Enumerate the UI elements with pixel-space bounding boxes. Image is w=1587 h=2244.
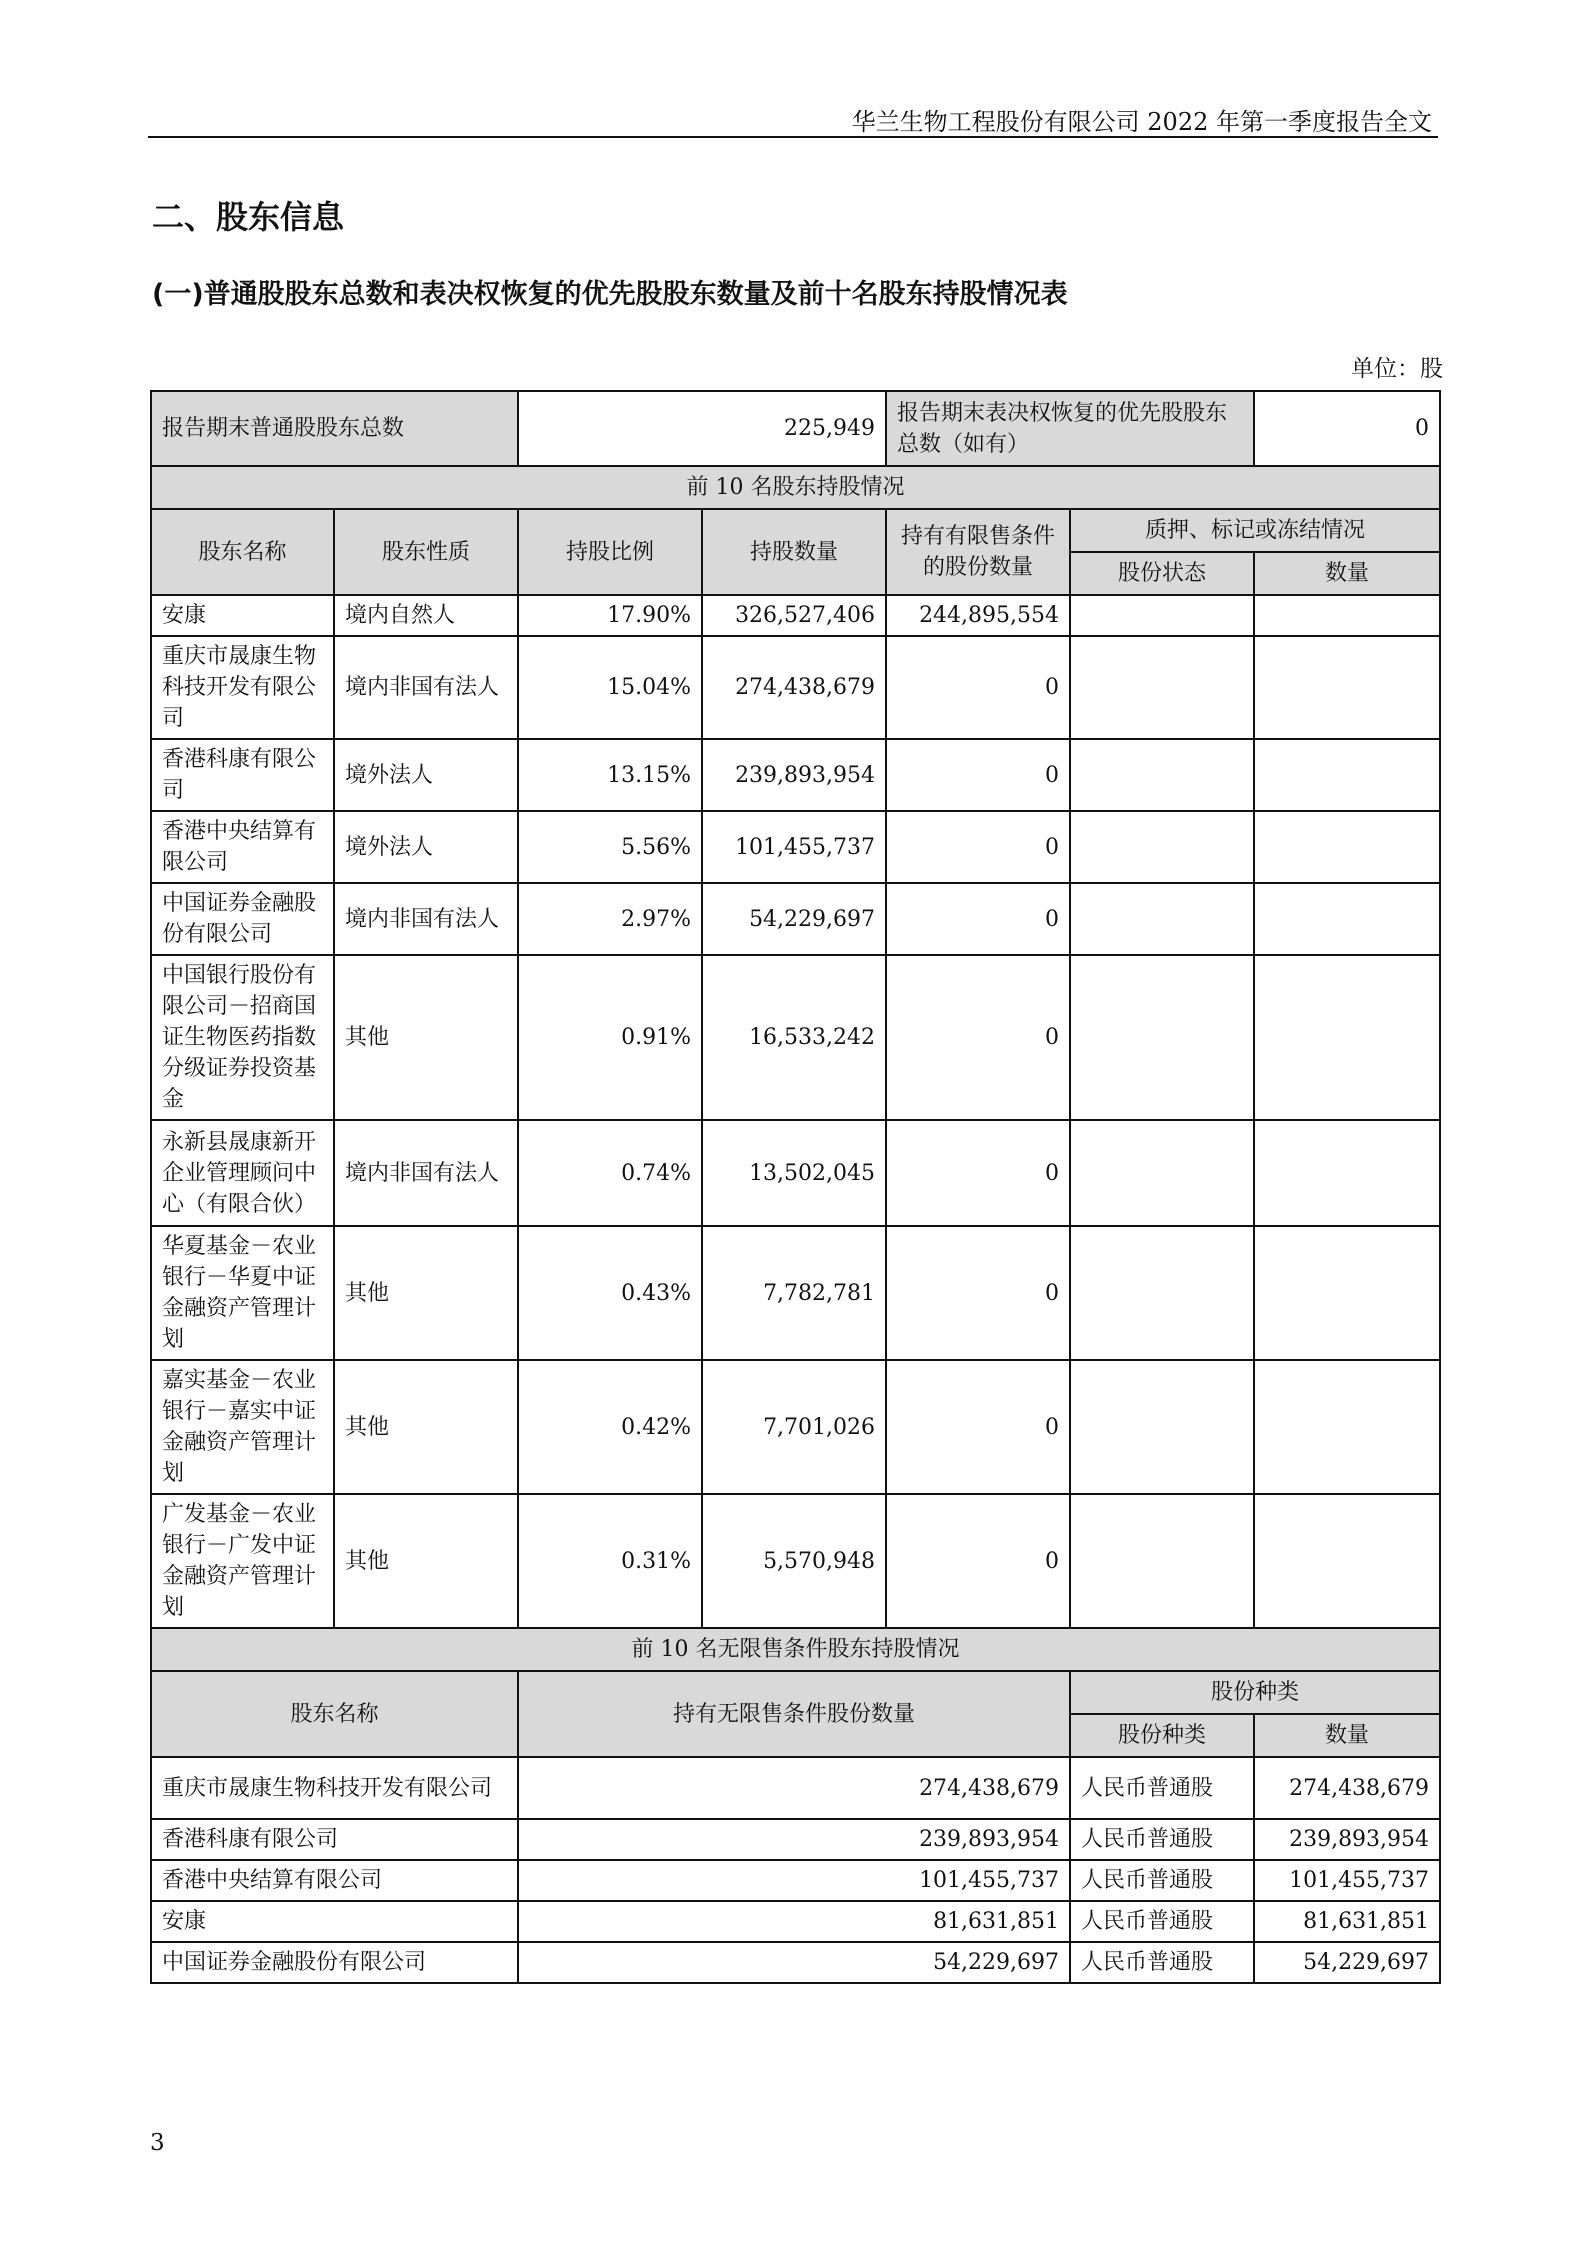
holder-restricted: 0 <box>886 1120 1070 1226</box>
holder-shares: 7,782,781 <box>702 1226 886 1360</box>
holder-name: 嘉实基金－农业银行－嘉实中证金融资产管理计划 <box>151 1360 334 1494</box>
unrestricted-header-kind-type: 股份种类 <box>1070 1714 1254 1757</box>
unrestricted-share-kind: 人民币普通股 <box>1070 1819 1254 1860</box>
holder-name: 香港科康有限公司 <box>151 739 334 811</box>
unrestricted-header-shares: 持有无限售条件股份数量 <box>518 1671 1070 1757</box>
unrestricted-share-count: 239,893,954 <box>1254 1819 1440 1860</box>
holder-nature: 境内非国有法人 <box>334 883 518 955</box>
table-row <box>151 1757 1440 1819</box>
unrestricted-share-kind: 人民币普通股 <box>1070 1757 1254 1819</box>
unrestricted-holder-shares: 54,229,697 <box>518 1942 1070 1983</box>
holder-pledge-count <box>1254 1494 1440 1628</box>
col-header-shares: 持股数量 <box>702 509 886 595</box>
unrestricted-header-kind: 股份种类 <box>1070 1671 1440 1714</box>
holder-restricted: 244,895,554 <box>886 595 1070 636</box>
holder-pledge-count <box>1254 811 1440 883</box>
holder-shares: 101,455,737 <box>702 811 886 883</box>
holder-shares: 7,701,026 <box>702 1360 886 1494</box>
total-holders-label: 报告期末普通股股东总数 <box>151 391 518 466</box>
holder-pledge-status <box>1070 955 1254 1120</box>
subsection-title: (一)普通股股东总数和表决权恢复的优先股股东数量及前十名股东持股情况表 <box>152 279 1068 310</box>
holder-name: 中国银行股份有限公司－招商国证生物医药指数分级证券投资基金 <box>151 955 334 1120</box>
holder-ratio: 2.97% <box>518 883 702 955</box>
unrestricted-holder-shares: 274,438,679 <box>518 1757 1070 1819</box>
holder-shares: 13,502,045 <box>702 1120 886 1226</box>
holder-ratio: 5.56% <box>518 811 702 883</box>
holder-restricted: 0 <box>886 739 1070 811</box>
unrestricted-share-count: 81,631,851 <box>1254 1901 1440 1942</box>
holder-restricted: 0 <box>886 1360 1070 1494</box>
unrestricted-share-kind: 人民币普通股 <box>1070 1942 1254 1983</box>
holder-name: 华夏基金－农业银行－华夏中证金融资产管理计划 <box>151 1226 334 1360</box>
holder-pledge-count <box>1254 595 1440 636</box>
table-row <box>151 1901 1440 1942</box>
holder-restricted: 0 <box>886 636 1070 739</box>
col-header-count: 数量 <box>1254 552 1440 595</box>
col-header-pledge: 质押、标记或冻结情况 <box>1070 509 1440 552</box>
table-row <box>151 739 1440 811</box>
holder-pledge-status <box>1070 1120 1254 1226</box>
unrestricted-share-count: 54,229,697 <box>1254 1942 1440 1983</box>
holder-pledge-status <box>1070 883 1254 955</box>
table-row <box>151 1819 1440 1860</box>
unrestricted-share-count: 274,438,679 <box>1254 1757 1440 1819</box>
holder-restricted: 0 <box>886 883 1070 955</box>
holder-pledge-status <box>1070 811 1254 883</box>
holder-ratio: 0.43% <box>518 1226 702 1360</box>
holder-pledge-count <box>1254 883 1440 955</box>
holder-ratio: 17.90% <box>518 595 702 636</box>
holder-pledge-status <box>1070 1360 1254 1494</box>
holder-pledge-count <box>1254 739 1440 811</box>
holder-pledge-count <box>1254 636 1440 739</box>
unrestricted-share-kind: 人民币普通股 <box>1070 1901 1254 1942</box>
col-header-nature: 股东性质 <box>334 509 518 595</box>
holder-shares: 5,570,948 <box>702 1494 886 1628</box>
unrestricted-holder-shares: 81,631,851 <box>518 1901 1070 1942</box>
table-row <box>151 1360 1440 1494</box>
page-number: 3 <box>150 2130 165 2156</box>
preferred-holders-label: 报告期末表决权恢复的优先股股东总数（如有） <box>886 391 1254 466</box>
holder-name: 安康 <box>151 595 334 636</box>
table-row <box>151 1494 1440 1628</box>
holder-nature: 其他 <box>334 1226 518 1360</box>
unrestricted-holder-name: 香港中央结算有限公司 <box>151 1860 518 1901</box>
holder-ratio: 13.15% <box>518 739 702 811</box>
preferred-holders-value: 0 <box>1254 391 1440 466</box>
holder-nature: 境外法人 <box>334 811 518 883</box>
holder-pledge-count <box>1254 1120 1440 1226</box>
holder-nature: 境内自然人 <box>334 595 518 636</box>
unrestricted-holder-name: 安康 <box>151 1901 518 1942</box>
holder-pledge-status <box>1070 739 1254 811</box>
col-header-status: 股份状态 <box>1070 552 1254 595</box>
holder-nature: 其他 <box>334 1360 518 1494</box>
holder-name: 重庆市晟康生物科技开发有限公司 <box>151 636 334 739</box>
holder-name: 中国证券金融股份有限公司 <box>151 883 334 955</box>
table-row <box>151 1120 1440 1226</box>
holder-nature: 其他 <box>334 1494 518 1628</box>
holder-shares: 16,533,242 <box>702 955 886 1120</box>
table-row <box>151 1226 1440 1360</box>
holder-pledge-count <box>1254 955 1440 1120</box>
unrestricted-section-title: 前 10 名无限售条件股东持股情况 <box>151 1628 1440 1671</box>
holder-ratio: 15.04% <box>518 636 702 739</box>
holder-restricted: 0 <box>886 1226 1070 1360</box>
unit-label: 单位：股 <box>1351 356 1443 382</box>
table-row <box>151 636 1440 739</box>
col-header-ratio: 持股比例 <box>518 509 702 595</box>
holder-nature: 境内非国有法人 <box>334 636 518 739</box>
holder-restricted: 0 <box>886 811 1070 883</box>
holder-nature: 境外法人 <box>334 739 518 811</box>
holder-restricted: 0 <box>886 1494 1070 1628</box>
holder-name: 永新县晟康新开企业管理顾问中心（有限合伙） <box>151 1120 334 1226</box>
holder-restricted: 0 <box>886 955 1070 1120</box>
holder-ratio: 0.42% <box>518 1360 702 1494</box>
holder-nature: 境内非国有法人 <box>334 1120 518 1226</box>
unrestricted-holder-name: 中国证券金融股份有限公司 <box>151 1942 518 1983</box>
shareholder-table <box>150 390 1441 1984</box>
holder-pledge-status <box>1070 1226 1254 1360</box>
holder-pledge-count <box>1254 1360 1440 1494</box>
document-title: 华兰生物工程股份有限公司 2022 年第一季度报告全文 <box>851 108 1432 136</box>
unrestricted-holder-shares: 239,893,954 <box>518 1819 1070 1860</box>
holder-pledge-count <box>1254 1226 1440 1360</box>
table-row <box>151 955 1440 1120</box>
holder-shares: 54,229,697 <box>702 883 886 955</box>
holder-pledge-status <box>1070 636 1254 739</box>
table-row <box>151 595 1440 636</box>
page-header <box>148 100 1438 138</box>
holder-pledge-status <box>1070 1494 1254 1628</box>
holder-name: 香港中央结算有限公司 <box>151 811 334 883</box>
table-row <box>151 883 1440 955</box>
total-holders-value: 225,949 <box>518 391 886 466</box>
holder-shares: 274,438,679 <box>702 636 886 739</box>
holder-shares: 239,893,954 <box>702 739 886 811</box>
holder-ratio: 0.31% <box>518 1494 702 1628</box>
unrestricted-holder-name: 香港科康有限公司 <box>151 1819 518 1860</box>
unrestricted-holder-name: 重庆市晟康生物科技开发有限公司 <box>151 1757 518 1819</box>
top10-section-title: 前 10 名股东持股情况 <box>151 466 1440 509</box>
unrestricted-share-count: 101,455,737 <box>1254 1860 1440 1901</box>
holder-ratio: 0.74% <box>518 1120 702 1226</box>
table-row <box>151 1942 1440 1983</box>
unrestricted-header-kind-count: 数量 <box>1254 1714 1440 1757</box>
section-title: 二、股东信息 <box>152 198 345 236</box>
unrestricted-header-name: 股东名称 <box>151 1671 518 1757</box>
table-row <box>151 811 1440 883</box>
holder-pledge-status <box>1070 595 1254 636</box>
holder-ratio: 0.91% <box>518 955 702 1120</box>
unrestricted-holder-shares: 101,455,737 <box>518 1860 1070 1901</box>
holder-shares: 326,527,406 <box>702 595 886 636</box>
table-row <box>151 1860 1440 1901</box>
holder-name: 广发基金－农业银行－广发中证金融资产管理计划 <box>151 1494 334 1628</box>
holder-nature: 其他 <box>334 955 518 1120</box>
unrestricted-share-kind: 人民币普通股 <box>1070 1860 1254 1901</box>
col-header-restricted: 持有有限售条件的股份数量 <box>886 509 1070 595</box>
col-header-name: 股东名称 <box>151 509 334 595</box>
